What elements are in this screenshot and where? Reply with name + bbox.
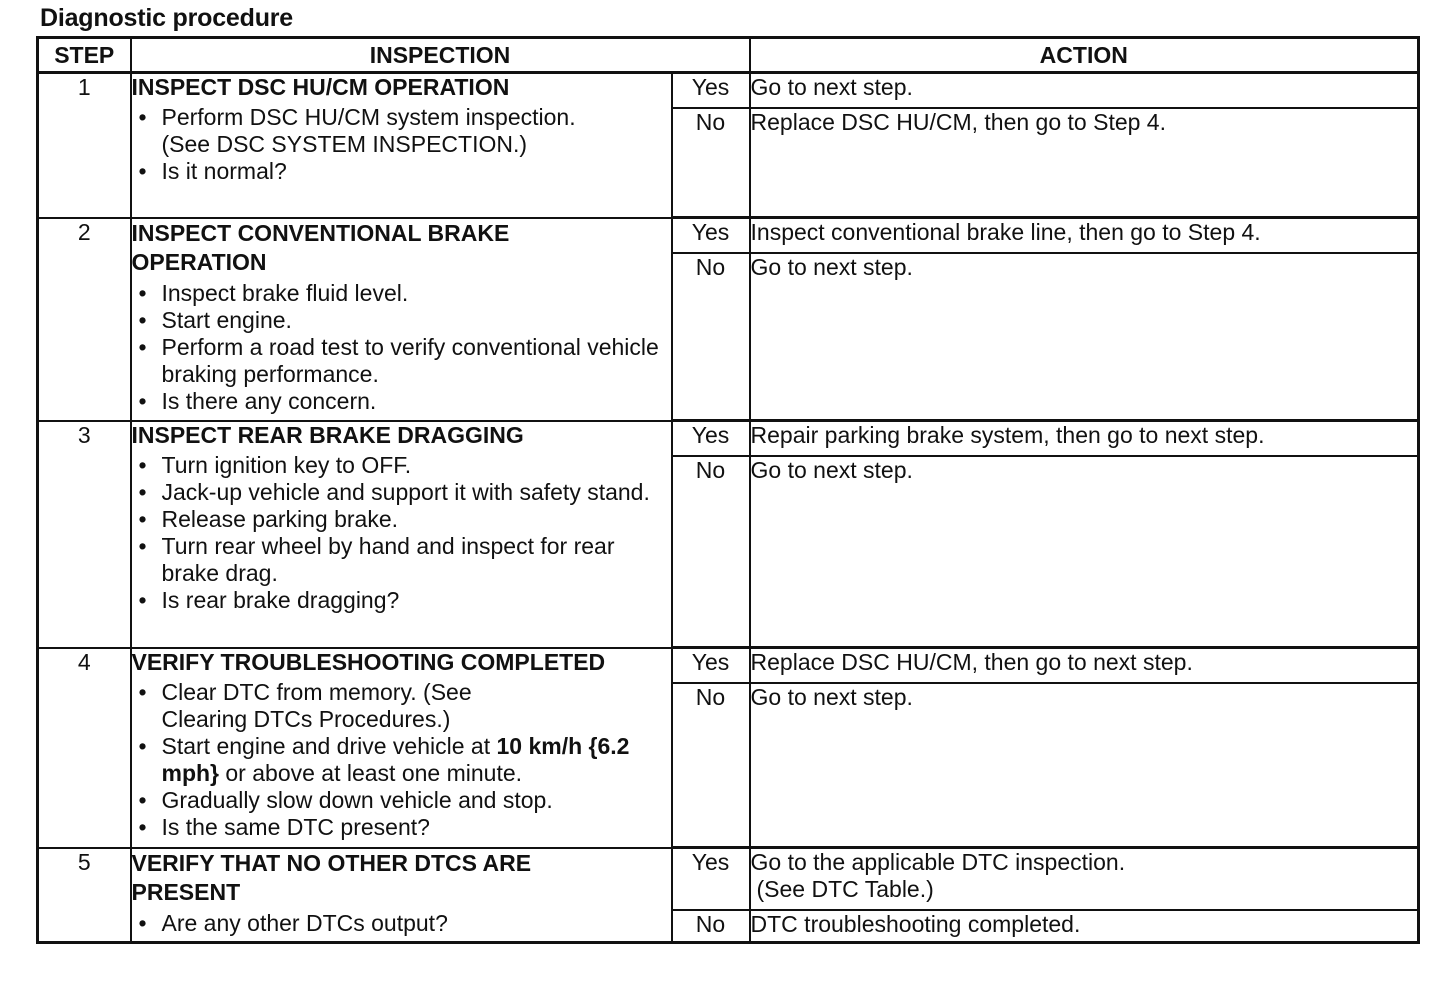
no-action: Go to next step. [750,253,1419,421]
step-heading: VERIFY TROUBLESHOOTING COMPLETED [131,648,606,675]
list-item: • Start engine. [162,307,671,334]
list-item: • Are any other DTCs output? [162,910,671,937]
list-item: • Clear DTC from memory. (See Clearing DTCs Procedures.) [162,679,671,733]
list-item: • Turn rear wheel by hand and inspect for rear brake drag. [162,533,671,587]
yes-label: Yes [672,421,750,456]
list-item: • Perform a road test to verify conventional vehicle braking performance. [162,334,671,388]
yes-action: Replace DSC HU/CM, then go to next step. [750,648,1419,683]
step-heading: INSPECT CONVENTIONAL BRAKE OPERATION [131,219,510,275]
yes-label: Yes [672,218,750,253]
step-4-yes-row [38,648,1419,683]
yes-label: Yes [672,648,750,683]
page-title: Diagnostic procedure [40,4,293,32]
yes-action: Inspect conventional brake line, then go to Step 4. [750,218,1419,253]
step-heading: INSPECT DSC HU/CM OPERATION [131,74,510,100]
step-1-inspection [131,73,672,218]
speed-text-before: Start engine and drive vehicle at [161,732,497,759]
speed-value: 10 km/h {6.2 mph} [161,732,630,786]
yes-action-text: Go to the applicable DTC inspection. [750,849,1126,875]
yes-label: Yes [672,73,750,108]
step-3-inspection [131,421,672,648]
no-action: DTC troubleshooting completed. [750,910,1419,943]
list-item: • Is it normal? [162,158,671,185]
no-action: Go to next step. [750,683,1419,848]
list-item: • Release parking brake. [162,506,671,533]
yes-action: Repair parking brake system, then go to next step. [750,421,1419,456]
step-number: 3 [38,421,131,648]
no-label: No [672,683,750,848]
header-action: ACTION [750,38,1419,73]
no-label: No [672,108,750,218]
no-label: No [672,910,750,943]
list-item: • Gradually slow down vehicle and stop. [162,787,671,814]
no-label: No [672,456,750,648]
yes-action [750,848,1419,910]
step-heading: VERIFY THAT NO OTHER DTCS ARE PRESENT [131,849,532,905]
no-label: No [672,253,750,421]
list-item: • Inspect brake fluid level. [162,280,671,307]
header-inspection: INSPECTION [131,38,750,73]
yes-action-note: (See DTC Table.) [756,876,934,902]
list-item: • Jack-up vehicle and support it with safety stand. [162,479,671,506]
step-2-yes-row [38,218,1419,253]
step-number: 2 [38,218,131,421]
header-step: STEP [38,38,131,73]
step-3-yes-row [38,421,1419,456]
list-item: • Is the same DTC present? [162,814,671,841]
step-4-inspection [131,648,672,848]
list-item: • Perform DSC HU/CM system inspection. (See DSC SYSTEM INSPECTION.) [162,104,671,158]
step-5-inspection [131,848,672,943]
step-number: 5 [38,848,131,943]
no-action: Go to next step. [750,456,1419,648]
speed-text-after: or above at least one minute. [219,759,523,786]
step-number: 4 [38,648,131,848]
step-number: 1 [38,73,131,218]
list-item: • Is there any concern. [162,388,671,415]
list-item [162,733,671,787]
no-action: Replace DSC HU/CM, then go to Step 4. [750,108,1419,218]
step-2-inspection [131,218,672,421]
yes-label: Yes [672,848,750,910]
list-item: • Is rear brake dragging? [162,587,671,614]
yes-action: Go to next step. [750,73,1419,108]
list-item: • Turn ignition key to OFF. [162,452,671,479]
step-heading: INSPECT REAR BRAKE DRAGGING [131,421,524,448]
step-1-yes-row [38,73,1419,108]
step-5-yes-row [38,848,1419,910]
table-header-row [38,38,1419,73]
diagnostic-table [36,36,1420,944]
